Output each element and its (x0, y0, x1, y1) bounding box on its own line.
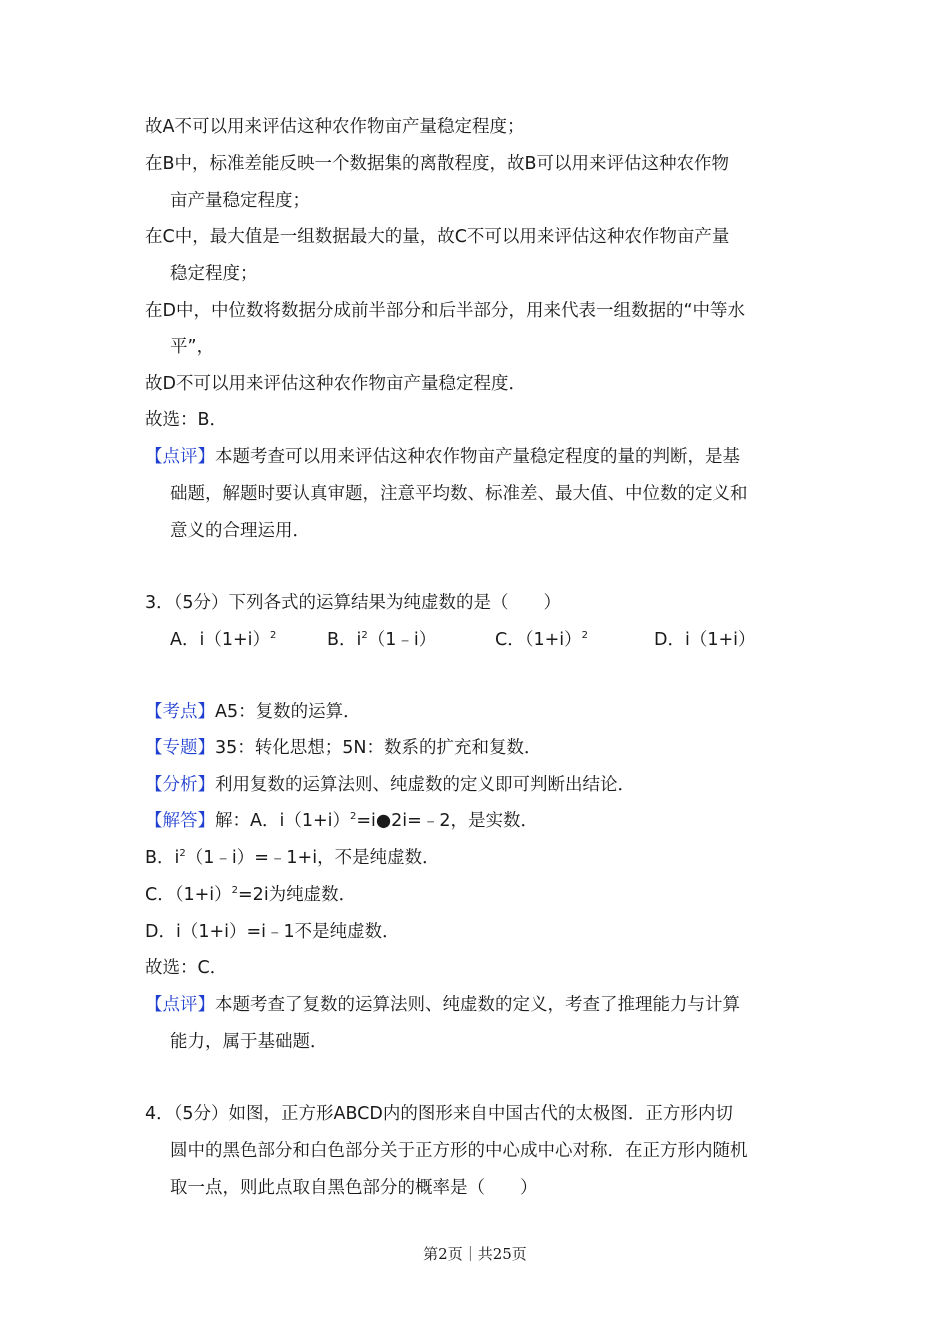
solution-text: （1﹣i）=﹣1+i，不是纯虚数． (185, 848, 440, 868)
jieda-text: =i●2i=﹣2，是实数． (356, 811, 538, 831)
superscript: 2 (350, 811, 357, 822)
paragraph: 在D中，中位数将数据分成前半部分和后半部分，用来代表一组数据的“中等水 (145, 301, 746, 321)
option-b (327, 628, 436, 652)
paragraph: 在B中，标准差能反映一个数据集的离散程度，故B可以用来评估这种农作物 (145, 154, 730, 174)
comment-text: 本题考查了复数的运算法则、纯虚数的定义，考查了推理能力与计算 (215, 995, 740, 1015)
option-c (495, 628, 588, 652)
zhuanti-tag: 【专题】 (145, 738, 215, 758)
paragraph: 故A不可以用来评估这种农作物亩产量稳定程度； (145, 117, 525, 137)
question-3-stem: 3．（5分）下列各式的运算结果为纯虚数的是（ ） (145, 593, 562, 613)
paragraph: 稳定程度； (170, 264, 258, 284)
comment-text: 本题考查可以用来评估这种农作物亩产量稳定程度的量的判断，是基 (215, 447, 740, 467)
kaodian-text: A5：复数的运算． (215, 702, 361, 722)
comment-tag: 【点评】 (145, 995, 215, 1015)
comment-line: 意义的合理运用． (170, 521, 310, 541)
kaodian-tag: 【考点】 (145, 702, 215, 722)
paragraph: 故D不可以用来评估这种农作物亩产量稳定程度． (145, 374, 526, 394)
paragraph: 平”， (170, 337, 215, 357)
comment-line (145, 445, 740, 469)
paragraph: 在C中，最大值是一组数据最大的量，故C不可以用来评估这种农作物亩产量 (145, 227, 730, 247)
question-4-stem: 4．（5分）如图，正方形ABCD内的图形来自中国古代的太极图．正方形内切 (145, 1104, 733, 1124)
solution-text: C．（1+i） (145, 885, 232, 905)
option-c-text: C．（1+i） (495, 630, 582, 650)
comment-line: 础题，解题时要认真审题，注意平均数、标准差、最大值、中位数的定义和 (170, 484, 748, 504)
superscript: 2 (361, 630, 368, 641)
jieda-line (145, 809, 538, 833)
solution-b (145, 846, 440, 870)
superscript: 2 (581, 630, 589, 641)
answer-line: 故选：B． (145, 410, 228, 430)
solution-d: D．i（1+i）=i﹣1不是纯虚数． (145, 922, 400, 942)
solution-c (145, 883, 356, 907)
answer-line: 故选：C． (145, 958, 228, 978)
jieda-text: 解：A．i（1+i） (215, 811, 350, 831)
option-b-text: B．i (327, 630, 362, 650)
paragraph: 亩产量稳定程度； (170, 191, 310, 211)
comment-tag: 【点评】 (145, 447, 215, 467)
zhuanti-line (145, 736, 542, 760)
option-b-rest: （1﹣i） (367, 630, 437, 650)
superscript: 2 (179, 848, 186, 859)
page-footer: 第2页｜共25页 (423, 1245, 527, 1263)
comment-line: 能力，属于基础题． (170, 1032, 328, 1052)
superscript: 2 (270, 630, 277, 641)
fenxi-line (145, 773, 635, 797)
fenxi-tag: 【分析】 (145, 775, 215, 795)
solution-text: =2i为纯虚数． (238, 885, 357, 905)
option-a-text: A．i（1+i） (170, 630, 270, 650)
question-4-stem: 取一点，则此点取自黑色部分的概率是（ ） (170, 1178, 538, 1198)
kaodian-line (145, 700, 361, 724)
jieda-tag: 【解答】 (145, 811, 215, 831)
option-d: D．i（1+i） (654, 630, 756, 650)
question-4-stem: 圆中的黑色部分和白色部分关于正方形的中心成中心对称．在正方形内随机 (170, 1141, 748, 1161)
comment-line (145, 993, 740, 1017)
fenxi-text: 利用复数的运算法则、纯虚数的定义即可判断出结论． (215, 775, 635, 795)
solution-text: B．i (145, 848, 180, 868)
zhuanti-text: 35：转化思想；5N：数系的扩充和复数． (215, 738, 542, 758)
option-a (170, 628, 276, 652)
superscript: 2 (231, 885, 239, 896)
